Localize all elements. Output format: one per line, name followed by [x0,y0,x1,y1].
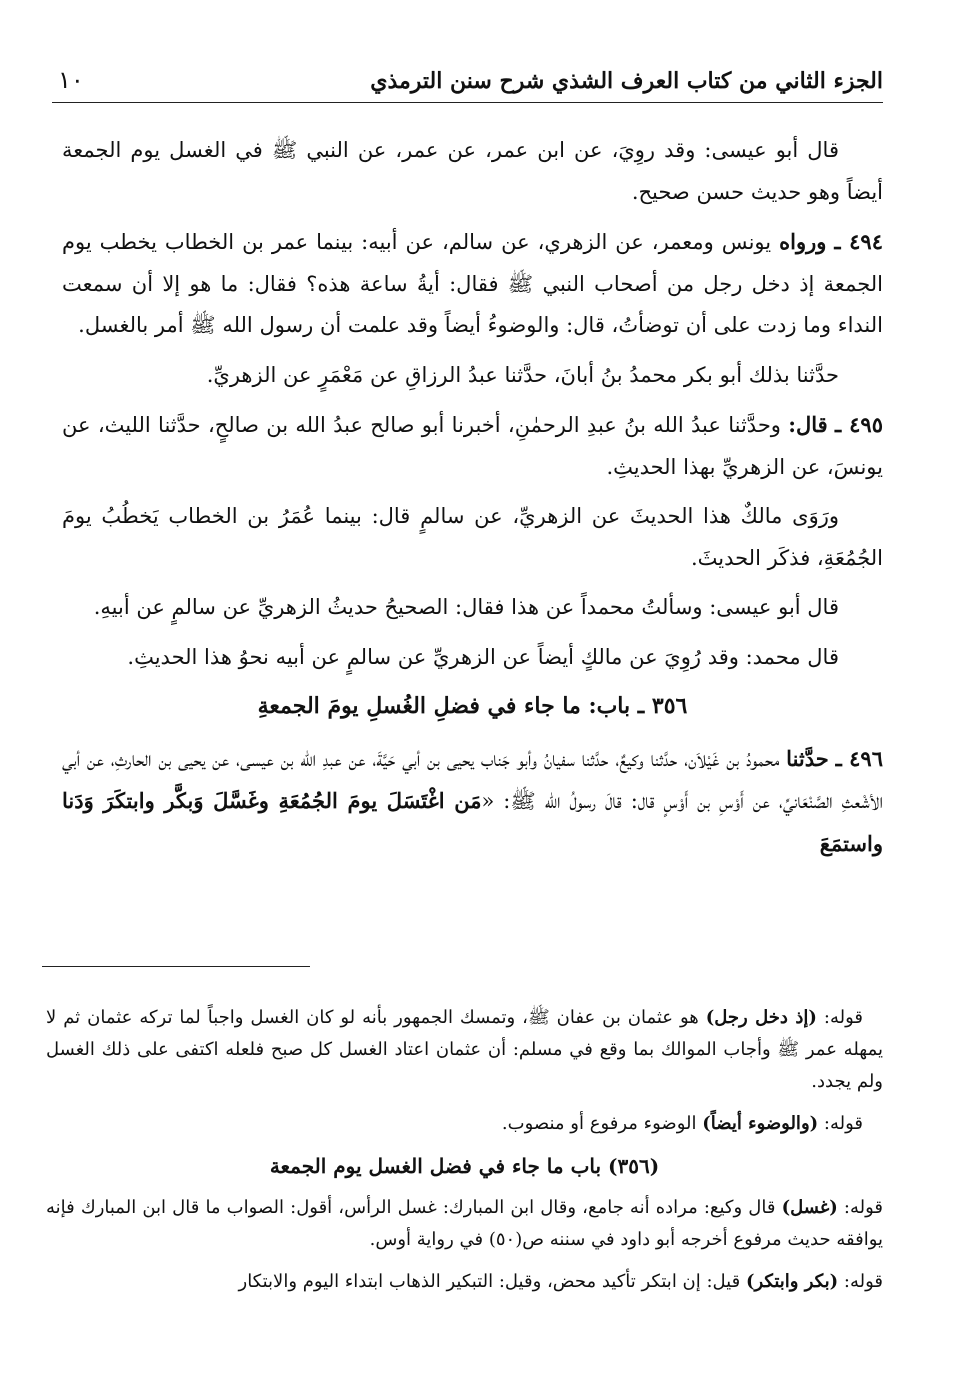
note-2 [46,1108,883,1140]
note-prefix: قوله: [843,1271,883,1292]
hadith-text: وحدَّثنا عبدُ الله بنُ عبدِ الرحمٰنِ، أخبرنا أبو صالح عبدُ الله بن صالحٍ، حدَّثنا الليث، عن يونسَ، عن الزهريِّ بهذا الحديثِ. [62,413,883,479]
hadith-number: ٤٩٤ ـ [834,229,883,254]
hadith-number: ٤٩٦ ـ [835,745,883,771]
main-text [62,130,883,873]
paragraph-3: حدَّثنا بذلك أبو بكر محمدُ بنُ أبانَ، حدَّثنا عبدُ الرزاقِ عن مَعْمَرٍ عن الزهريِّ. [206,362,839,387]
hadith-lead: حدَّثنا [786,745,829,771]
hadith-text: يونس ومعمر، عن الزهري، عن سالم، عن أبيه: بينما عمر بن الخطاب يخطب يوم الجمعة إذ دخل رجل من أصحاب النبي ﷺ فقال: أيةُ ساعة هذه؟ فقال: ما هو إلا أن سمعت النداء وما زدت على أن توضأتُ، قال: والوضوءُ أيضاً وقد علمت أن رسول الله ﷺ أمر بالغسل. [62,230,883,337]
hadith-text: محمودُ بن غَيْلاَن، حدَّثنا وكيعٌ، حدَّثنا سفيانُ وأبو جَناب يحيى بن أبي حَيَّةَ، عن عبدِ الله بن عيسى، عن يحيى بن الحارثِ، عن أبي الأشْعثِ الصَّنْعَانيِّ، عن أَوْسِ بن أَوْسٍ قال: قالَ رسولُ الله ﷺ: « [62,746,883,813]
hadith-quote: مَن اغْتَسَلَ يومَ الجُمُعَةِ وغَسَّلَ وَبكَّر وابتكَرَ وَدَنا واستمَعَ [62,788,883,856]
note-text: الوضوء مرفوع أو منصوب. [501,1113,697,1134]
paragraph-7: قال محمد: وقد رُوِيَ عن مالكٍ أيضاً عن الزهريِّ عن سالمٍ عن أبيه نحوُ هذا الحديثِ. [127,644,839,669]
footnote-divider [42,966,310,967]
hadith-495 [62,404,883,488]
note-prefix: قوله: [823,1007,863,1028]
notes-chapter-heading: (٣٥٦) باب ما جاء في فضل الغسل يوم الجمعة [269,1154,660,1178]
note-keyword: (إذ دخل رجل) [705,1007,817,1028]
chapter-heading: ٣٥٦ ـ باب: ما جاء في فضلِ الغُسلِ يومَ الجمعةِ [257,693,688,719]
paragraph-5: ورَوَى مالكٌ هذا الحديثَ عن الزهريِّ، عن سالمٍ قال: بينما عُمَرُ بن الخطاب يَخطُبُ يومَ الجُمُعَةِ، فذكَر الحديثَ. [62,504,883,570]
hadith-number: ٤٩٥ ـ [835,412,883,437]
note-3 [46,1192,883,1256]
note-prefix: قوله: [843,1197,883,1218]
paragraph-1: قال أبو عيسى: وقد روِيَ، عن ابن عمر، عن عمر، عن النبي ﷺ في الغسل يوم الجمعة أيضاً وهو حديث حسن صحيح. [62,138,883,204]
running-title: الجزء الثاني من كتاب العرف الشذي شرح سنن الترمذي [370,68,883,94]
note-keyword: (والوضوء أيضاً) [702,1113,819,1134]
hadith-494 [62,221,883,347]
note-keyword: (بكر وابتكر) [745,1271,839,1292]
commentary-notes [46,1002,883,1308]
page-header [52,62,883,103]
note-text: هو عثمان بن عفان ﷺ، وتمسك الجمهور بأنه لو كان الغسل واجباً لما تركه عثمان ثم لا يمهله عمر ﷺ وأجاب الموالك بما وقع في مسلم: أن عثمان اعتاد الغسل كل صبح فلعله اكتفى على ذلك الغسل ولم يجدد. [46,1007,883,1092]
note-4 [46,1266,883,1298]
note-prefix: قوله: [823,1113,863,1134]
note-keyword: (غسل) [781,1197,838,1218]
hadith-lead: ورواه [779,229,827,254]
hadith-lead: قال: [788,412,828,437]
paragraph-6: قال أبو عيسى: وسألتُ محمداً عن هذا فقال: الصحيحُ حديثُ الزهريِّ عن سالمٍ عن أبيهِ. [93,595,839,619]
note-text: قيل: إن ابتكر تأكيد محض، وقيل: التبكير الذهاب ابتداء اليوم والابتكار [238,1271,741,1292]
hadith-496 [62,738,883,866]
note-1 [46,1002,883,1098]
page-number: ١٠ [58,66,84,94]
note-text: قال وكيع: مراده أنه جامع، وقال ابن المبارك: غسل الرأس، أقول: الصواب ما قال ابن المبارك فإنه يوافقه حديث مرفوع أخرجه أبو داود في سننه ص(٥٠) في رواية أوس. [46,1197,883,1250]
